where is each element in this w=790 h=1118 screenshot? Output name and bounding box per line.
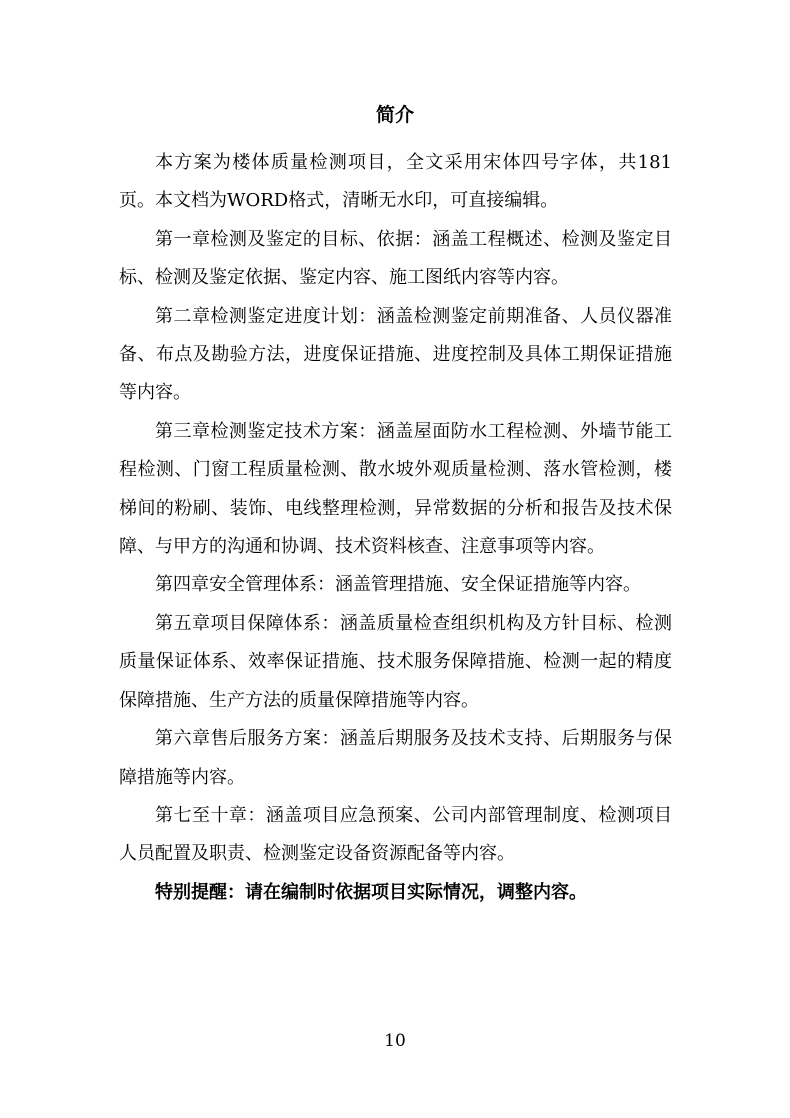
special-reminder: 特别提醒：请在编制时依据项目实际情况，调整内容。 — [155, 881, 587, 903]
chapter-6-paragraph: 第六章售后服务方案：涵盖后期服务及技术支持、后期服务与保障措施等内容。 — [119, 728, 672, 788]
chapter-2-paragraph: 第二章检测鉴定进度计划：涵盖检测鉴定前期准备、人员仪器准备、布点及勘验方法，进度保证措施、进度控制及具体工期保证措施等内容。 — [119, 305, 672, 404]
chapter-7-10-paragraph: 第七至十章：涵盖项目应急预案、公司内部管理制度、检测项目人员配置及职责、检测鉴定设备资源配备等内容。 — [119, 804, 672, 865]
chapter-4-paragraph: 第四章安全管理体系：涵盖管理措施、安全保证措施等内容。 — [155, 574, 641, 596]
document-title: 简介 — [375, 104, 414, 126]
chapter-3-paragraph: 第三章检测鉴定技术方案：涵盖屋面防水工程检测、外墙节能工程检测、门窗工程质量检测、散水坡外观质量检测、落水管检测，楼梯间的粉刷、装饰、电线整理检测，异常数据的分析和报告及技术保障、与甲方的沟通和协调、技术资料核查、注意事项等内容。 — [119, 420, 672, 558]
intro-paragraph: 本方案为楼体质量检测项目，全文采用宋体四号字体，共181页。本文档为WORD格式，清晰无水印，可直接编辑。 — [119, 152, 672, 212]
page-number: 10 — [384, 1031, 406, 1051]
chapter-5-paragraph: 第五章项目保障体系：涵盖质量检查组织机构及方针目标、检测质量保证体系、效率保证措施、技术服务保障措施、检测一起的精度保障措施、生产方法的质量保障措施等内容。 — [119, 612, 672, 711]
chapter-1-paragraph: 第一章检测及鉴定的目标、依据：涵盖工程概述、检测及鉴定目标、检测及鉴定依据、鉴定内容、施工图纸内容等内容。 — [119, 228, 672, 289]
document-body — [119, 144, 672, 912]
